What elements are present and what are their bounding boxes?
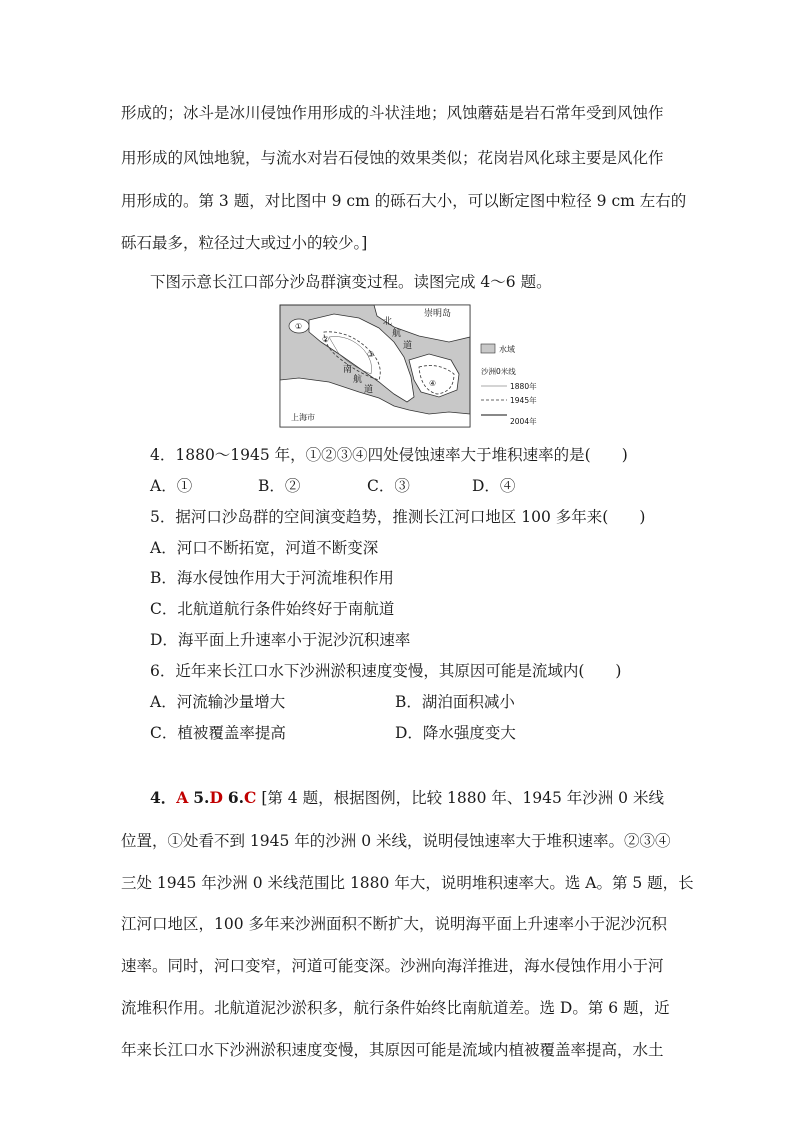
answer-line-6: 流堆积作用。北航道泥沙淤积多，航行条件始终比南航道差。选 D。第 6 题，近 bbox=[121, 999, 670, 1017]
marker-1: ① bbox=[295, 322, 303, 331]
yangtze-estuary-map bbox=[279, 302, 549, 430]
answer-line-5: 速率。同时，河口变窄，河道可能变深。沙洲向海洋推进，海水侵蚀作用小于河 bbox=[121, 957, 664, 975]
south-channel-char-2: 航 bbox=[353, 375, 363, 385]
q6-option-c[interactable]: C．植被覆盖率提高 bbox=[150, 724, 286, 742]
question-intro: 下图示意长江口部分沙岛群演变过程。读图完成 4～6 题。 bbox=[150, 273, 552, 291]
q6-option-b[interactable]: B．湖泊面积减小 bbox=[395, 693, 515, 711]
explanation-line-1: 形成的；冰斗是冰川侵蚀作用形成的斗状洼地；风蚀蘑菇是岩石常年受到风蚀作 bbox=[121, 104, 664, 122]
q5-option-b[interactable]: B．海水侵蚀作用大于河流堆积作用 bbox=[150, 569, 394, 587]
q5-option-c[interactable]: C．北航道航行条件始终好于南航道 bbox=[150, 600, 395, 618]
q4-option-c[interactable]: C．③ bbox=[367, 477, 410, 495]
legend-1880: 1880年 bbox=[510, 382, 537, 391]
q4-option-a[interactable]: A．① bbox=[150, 477, 193, 495]
q6-option-d[interactable]: D．降水强度变大 bbox=[395, 724, 516, 742]
answer-explanation-start: [第 4 题，根据图例，比较 1880 年、1945 年沙洲 0 米线 bbox=[261, 789, 664, 807]
shanghai-label: 上海市 bbox=[291, 413, 315, 422]
explanation-line-4: 砾石最多，粒径过大或过小的较少。] bbox=[121, 234, 368, 252]
north-channel-char-1: 北 bbox=[383, 317, 393, 327]
q4-stem: 4．1880～1945 年，①②③④四处侵蚀速率大于堆积速率的是( ) bbox=[150, 446, 628, 464]
answer-num-4: 4． bbox=[150, 788, 177, 807]
north-channel-char-2: 航 bbox=[392, 329, 402, 339]
q6-option-a[interactable]: A．河流输沙量增大 bbox=[150, 693, 286, 711]
answer-line-3: 三处 1945 年沙洲 0 米线范围比 1880 年大，说明堆积速率大。选 A。第 5 题，长 bbox=[121, 874, 694, 892]
north-channel-char-3: 道 bbox=[403, 341, 413, 351]
answer-line-4: 江河口地区，100 多年来沙洲面积不断扩大，说明海平面上升速率小于泥沙沉积 bbox=[121, 915, 668, 933]
marker-4: ④ bbox=[429, 379, 437, 388]
answer-line-2: 位置，①处看不到 1945 年的沙洲 0 米线，说明侵蚀速率大于堆积速率。②③④ bbox=[121, 832, 671, 850]
marker-2: ② bbox=[322, 335, 330, 344]
answer-num-6: 6. bbox=[227, 788, 245, 807]
answer-num-5: 5. bbox=[193, 788, 210, 807]
answer-line-1 bbox=[150, 786, 664, 808]
answer-line-7: 年来长江口水下沙洲淤积速度变慢，其原因可能是流域内植被覆盖率提高，水土 bbox=[121, 1041, 664, 1059]
q4-option-b[interactable]: B．② bbox=[258, 477, 301, 495]
legend-title: 沙洲0米线 bbox=[481, 367, 516, 376]
legend-water-swatch bbox=[481, 344, 495, 353]
q4-option-d[interactable]: D．④ bbox=[472, 477, 516, 495]
answer-4: A bbox=[176, 788, 189, 807]
legend-1945: 1945年 bbox=[510, 396, 537, 405]
chongming-label: 崇明岛 bbox=[424, 309, 452, 319]
q6-stem: 6．近年来长江口水下沙洲淤积速度变慢，其原因可能是流域内( ) bbox=[150, 662, 622, 680]
marker-3: ③ bbox=[367, 350, 375, 359]
q5-stem: 5．据河口沙岛群的空间演变趋势，推测长江河口地区 100 多年来( ) bbox=[150, 508, 646, 526]
legend-water-label: 水域 bbox=[499, 345, 515, 354]
explanation-line-3: 用形成的。第 3 题，对比图中 9 cm 的砾石大小，可以断定图中粒径 9 cm 左右的 bbox=[121, 192, 687, 210]
answer-5: D bbox=[209, 788, 223, 807]
q5-option-a[interactable]: A．河口不断拓宽，河道不断变深 bbox=[150, 539, 379, 557]
south-channel-char-3: 道 bbox=[364, 385, 374, 395]
legend-2004: 2004年 bbox=[510, 417, 537, 426]
south-channel-char-1: 南 bbox=[343, 365, 353, 375]
q5-option-d[interactable]: D．海平面上升速率小于泥沙沉积速率 bbox=[150, 631, 411, 649]
explanation-line-2: 用形成的风蚀地貌，与流水对岩石侵蚀的效果类似；花岗岩风化球主要是风化作 bbox=[121, 149, 664, 167]
answer-6: C bbox=[244, 788, 257, 807]
